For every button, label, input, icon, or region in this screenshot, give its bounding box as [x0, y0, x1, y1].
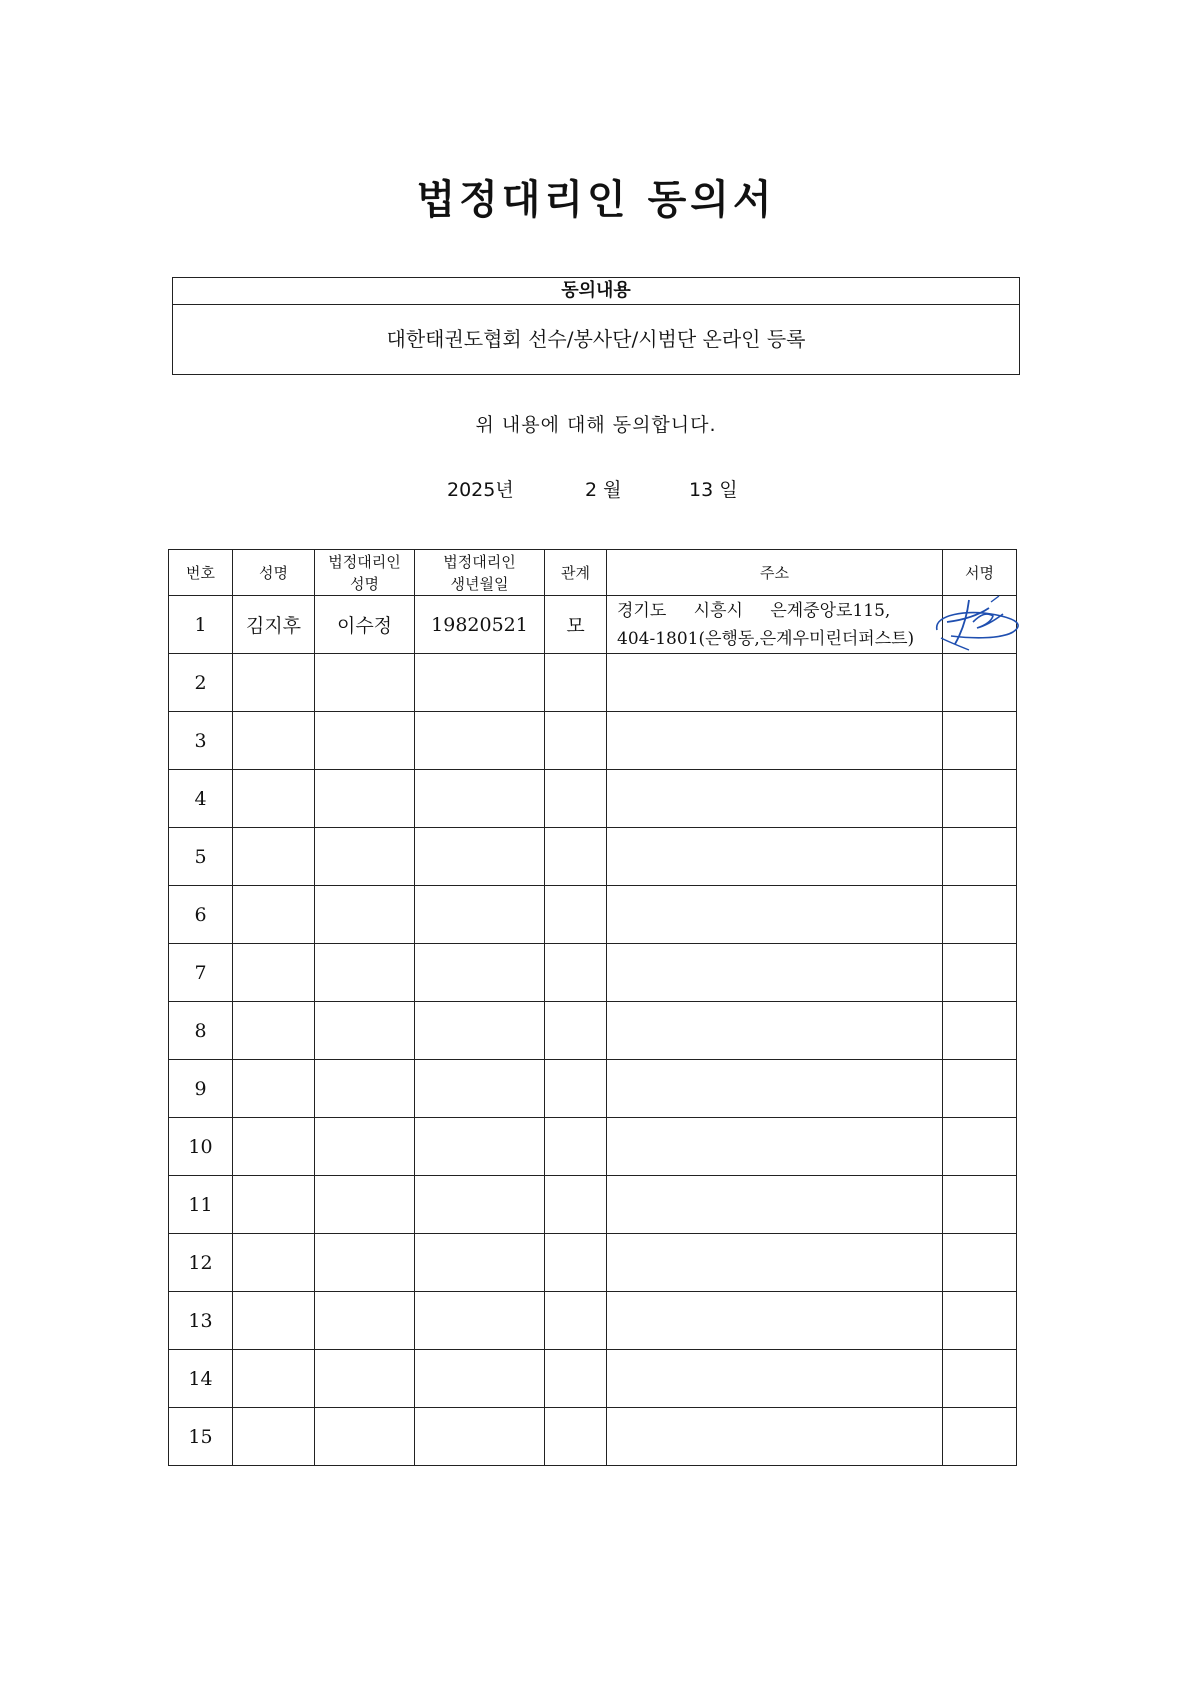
cell-name	[233, 828, 315, 886]
cell-guardian-birth	[415, 1350, 545, 1408]
header-guardian-birth: 법정대리인 생년월일	[415, 550, 545, 596]
header-relation: 관계	[545, 550, 607, 596]
cell-guardian-name	[315, 1408, 415, 1466]
cell-relation	[545, 1118, 607, 1176]
cell-signature	[943, 1350, 1017, 1408]
cell-address	[607, 1234, 943, 1292]
consent-content: 대한태권도협회 선수/봉사단/시범단 온라인 등록	[386, 327, 806, 351]
date-month: 2 월	[585, 479, 622, 501]
table-row	[169, 1234, 1017, 1292]
cell-guardian-birth	[415, 1292, 545, 1350]
cell-guardian-birth	[415, 712, 545, 770]
cell-no: 10	[169, 1118, 233, 1176]
cell-guardian-name	[315, 886, 415, 944]
cell-no: 7	[169, 944, 233, 1002]
cell-signature	[943, 1060, 1017, 1118]
cell-guardian-name	[315, 1060, 415, 1118]
table-row	[169, 1176, 1017, 1234]
table-row	[169, 1350, 1017, 1408]
cell-address	[607, 1118, 943, 1176]
table-row	[169, 828, 1017, 886]
cell-name	[233, 1234, 315, 1292]
cell-name	[233, 1060, 315, 1118]
table-row	[169, 1408, 1017, 1466]
cell-guardian-name	[315, 654, 415, 712]
cell-no: 9	[169, 1060, 233, 1118]
table-row	[169, 770, 1017, 828]
cell-signature	[943, 1176, 1017, 1234]
cell-no: 12	[169, 1234, 233, 1292]
table-row	[169, 1002, 1017, 1060]
cell-name	[233, 1350, 315, 1408]
address-line-2: 404-1801(은행동,은계우미린더퍼스트)	[617, 628, 915, 649]
cell-address	[607, 654, 943, 712]
cell-guardian-birth: 19820521	[415, 596, 545, 654]
cell-no: 8	[169, 1002, 233, 1060]
header-signature: 서명	[943, 550, 1017, 596]
cell-guardian-birth	[415, 654, 545, 712]
header-name: 성명	[233, 550, 315, 596]
cell-relation	[545, 654, 607, 712]
cell-name	[233, 1408, 315, 1466]
cell-signature	[943, 1408, 1017, 1466]
cell-guardian-name	[315, 1002, 415, 1060]
consent-header: 동의내용	[173, 278, 1019, 305]
cell-address	[607, 828, 943, 886]
cell-relation	[545, 944, 607, 1002]
cell-signature	[943, 712, 1017, 770]
table-row	[169, 1118, 1017, 1176]
cell-guardian-birth	[415, 944, 545, 1002]
header-address: 주소	[607, 550, 943, 596]
cell-address	[607, 1002, 943, 1060]
cell-signature	[943, 770, 1017, 828]
table-row	[169, 712, 1017, 770]
cell-guardian-birth	[415, 886, 545, 944]
cell-address	[607, 1060, 943, 1118]
cell-name	[233, 1292, 315, 1350]
agree-statement: 위 내용에 대해 동의합니다.	[475, 414, 717, 436]
cell-relation	[545, 1350, 607, 1408]
guardian-registration-table	[168, 549, 1017, 1466]
cell-guardian-name: 이수정	[315, 596, 415, 654]
cell-guardian-birth	[415, 1002, 545, 1060]
cell-relation	[545, 1002, 607, 1060]
cell-relation	[545, 1292, 607, 1350]
document-title: 법정대리인 동의서	[416, 177, 776, 223]
cell-name: 김지후	[233, 596, 315, 654]
date-day: 13 일	[689, 479, 738, 501]
cell-address	[607, 770, 943, 828]
cell-guardian-birth	[415, 1176, 545, 1234]
cell-signature	[943, 828, 1017, 886]
cell-address	[607, 596, 943, 654]
cell-signature	[943, 1002, 1017, 1060]
cell-signature	[943, 886, 1017, 944]
cell-address	[607, 1350, 943, 1408]
cell-guardian-birth	[415, 770, 545, 828]
cell-signature	[943, 654, 1017, 712]
cell-no: 11	[169, 1176, 233, 1234]
date-year: 2025년	[447, 479, 514, 501]
cell-guardian-name	[315, 1118, 415, 1176]
cell-relation: 모	[545, 596, 607, 654]
cell-guardian-birth	[415, 1118, 545, 1176]
table-row	[169, 944, 1017, 1002]
cell-no: 2	[169, 654, 233, 712]
cell-no: 4	[169, 770, 233, 828]
cell-relation	[545, 886, 607, 944]
cell-no: 3	[169, 712, 233, 770]
cell-no: 6	[169, 886, 233, 944]
table-header-row	[169, 550, 1017, 596]
cell-guardian-birth	[415, 1408, 545, 1466]
cell-name	[233, 1002, 315, 1060]
cell-guardian-name	[315, 1350, 415, 1408]
cell-address	[607, 1292, 943, 1350]
cell-signature	[943, 1234, 1017, 1292]
address-line-1: 경기도 시흥시 은계중앙로115,	[617, 600, 891, 621]
table-row	[169, 886, 1017, 944]
table-row	[169, 654, 1017, 712]
cell-guardian-name	[315, 770, 415, 828]
cell-relation	[545, 1176, 607, 1234]
cell-name	[233, 1118, 315, 1176]
cell-no: 1	[169, 596, 233, 654]
cell-guardian-name	[315, 712, 415, 770]
cell-guardian-name	[315, 1176, 415, 1234]
consent-content-box	[172, 277, 1020, 375]
cell-signature	[943, 596, 1017, 654]
cell-name	[233, 770, 315, 828]
cell-guardian-name	[315, 1292, 415, 1350]
cell-address	[607, 712, 943, 770]
cell-no: 13	[169, 1292, 233, 1350]
cell-guardian-name	[315, 828, 415, 886]
cell-signature	[943, 1118, 1017, 1176]
cell-name	[233, 1176, 315, 1234]
cell-guardian-birth	[415, 1234, 545, 1292]
cell-name	[233, 712, 315, 770]
cell-guardian-name	[315, 944, 415, 1002]
cell-address	[607, 886, 943, 944]
table-row	[169, 1060, 1017, 1118]
cell-relation	[545, 1408, 607, 1466]
cell-no: 15	[169, 1408, 233, 1466]
cell-signature	[943, 944, 1017, 1002]
cell-name	[233, 944, 315, 1002]
cell-relation	[545, 1060, 607, 1118]
cell-name	[233, 654, 315, 712]
cell-signature	[943, 1292, 1017, 1350]
handwritten-signature	[929, 592, 1027, 656]
cell-guardian-birth	[415, 1060, 545, 1118]
table-row	[169, 1292, 1017, 1350]
cell-no: 5	[169, 828, 233, 886]
cell-relation	[545, 828, 607, 886]
cell-address	[607, 944, 943, 1002]
cell-relation	[545, 712, 607, 770]
cell-name	[233, 886, 315, 944]
cell-guardian-birth	[415, 828, 545, 886]
cell-guardian-name	[315, 1234, 415, 1292]
cell-no: 14	[169, 1350, 233, 1408]
table-row	[169, 596, 1017, 654]
cell-address	[607, 1408, 943, 1466]
header-no: 번호	[169, 550, 233, 596]
cell-relation	[545, 1234, 607, 1292]
header-guardian-name: 법정대리인 성명	[315, 550, 415, 596]
cell-relation	[545, 770, 607, 828]
cell-address	[607, 1176, 943, 1234]
